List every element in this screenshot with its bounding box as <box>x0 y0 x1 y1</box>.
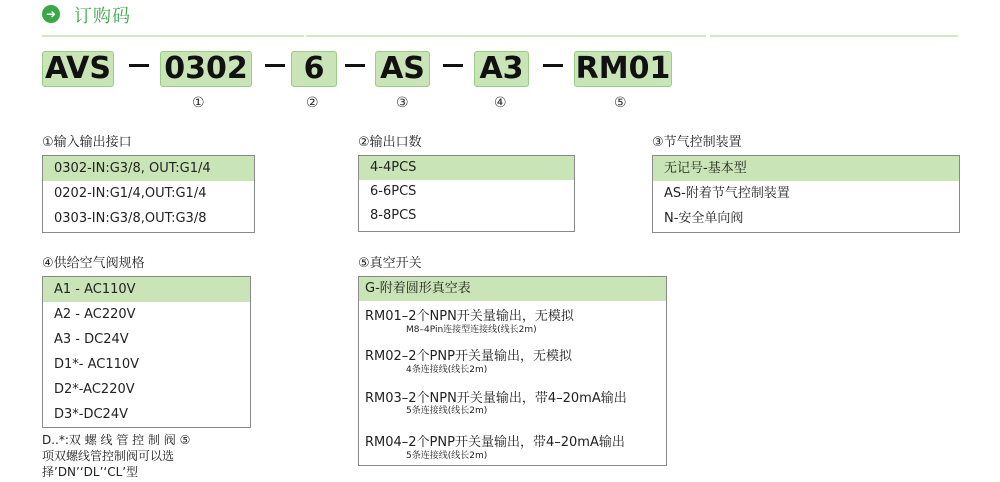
ports-table <box>358 155 575 232</box>
vacuum-table <box>358 276 667 466</box>
note-line: 项双螺线管控制阀可以选 <box>42 449 175 463</box>
throttle-table <box>652 155 960 233</box>
table-row: 4-4PCS <box>359 156 574 180</box>
air-valve-table <box>42 276 251 428</box>
header-divider <box>710 35 958 37</box>
table-row: 无记号-基本型 <box>653 156 959 181</box>
vacuum-option-main: RM03–2个NPN开关量输出，带4–20mA输出 <box>365 391 627 406</box>
section-title-ports: ②输出口数 <box>358 135 422 150</box>
table-row-header: G-附着圆形真空表 <box>359 277 666 301</box>
section-title-air-valve: ④供给空气阀规格 <box>42 256 145 271</box>
table-row: 0302-IN:G3/8, OUT:G1/4 <box>43 156 254 181</box>
note-line: D..*:双 螺 线 管 控 制 阀 ⑤ <box>42 433 191 447</box>
code-part-throttle: AS <box>375 51 430 87</box>
vacuum-option-sub: 5条连接线(线长2m) <box>406 406 488 416</box>
header-divider <box>306 35 706 37</box>
page-title: 订购码 <box>74 6 131 27</box>
vacuum-option-sub: 5条连接线(线长2m) <box>406 451 488 461</box>
code-part-valve: A3 <box>474 51 529 87</box>
table-row: 6-6PCS <box>370 184 417 199</box>
code-marker: ④ <box>494 95 507 111</box>
header-divider <box>42 35 304 37</box>
code-dash <box>543 64 563 67</box>
note-line: 择’DN’‘DL’‘CL’型 <box>42 465 139 479</box>
io-table <box>42 155 255 233</box>
vacuum-option-main: RM04–2个PNP开关量输出，带4–20mA输出 <box>365 435 625 450</box>
table-row: A3 - DC24V <box>54 332 129 347</box>
table-row: 8-8PCS <box>370 208 417 223</box>
code-dash <box>345 64 365 67</box>
table-row: D1*- AC110V <box>54 357 140 372</box>
section-title-vacuum: ⑤真空开关 <box>358 256 422 271</box>
code-dash <box>129 64 149 67</box>
code-dash <box>443 64 463 67</box>
air-valve-note <box>42 432 190 480</box>
code-marker: ⑤ <box>614 95 627 111</box>
table-row: 0303-IN:G3/8,OUT:G3/8 <box>54 211 207 226</box>
table-row: D2*-AC220V <box>54 382 135 397</box>
code-part-vacuum: RM01 <box>575 51 671 86</box>
table-row: N-安全单向阀 <box>664 211 744 226</box>
section-title-io: ①输入输出接口 <box>42 135 132 150</box>
code-part-io: 0302 <box>160 51 252 87</box>
arrow-right-icon: ➜ <box>42 5 60 23</box>
code-part-model: AVS <box>42 51 114 87</box>
table-row: D3*-DC24V <box>54 407 128 422</box>
code-marker: ② <box>306 95 319 111</box>
section-title-throttle: ③节气控制装置 <box>652 135 742 150</box>
code-marker: ③ <box>396 95 409 111</box>
vacuum-option-main: RM01–2个NPN开关量输出，无模拟 <box>365 309 574 324</box>
vacuum-option-sub: M8–4Pin连接型连接线(线长2m) <box>406 325 537 335</box>
table-row: 0202-IN:G1/4,OUT:G1/4 <box>54 186 207 201</box>
table-row: AS-附着节气控制装置 <box>664 186 790 201</box>
code-marker: ① <box>192 95 205 111</box>
code-part-ports: 6 <box>291 51 337 87</box>
code-dash <box>265 64 285 67</box>
table-row: A1 - AC110V <box>43 277 250 302</box>
vacuum-option-sub: 4条连接线(线长2m) <box>406 365 488 375</box>
vacuum-option-main: RM02–2个PNP开关量输出，无模拟 <box>365 349 572 364</box>
table-row: A2 - AC220V <box>54 307 136 322</box>
